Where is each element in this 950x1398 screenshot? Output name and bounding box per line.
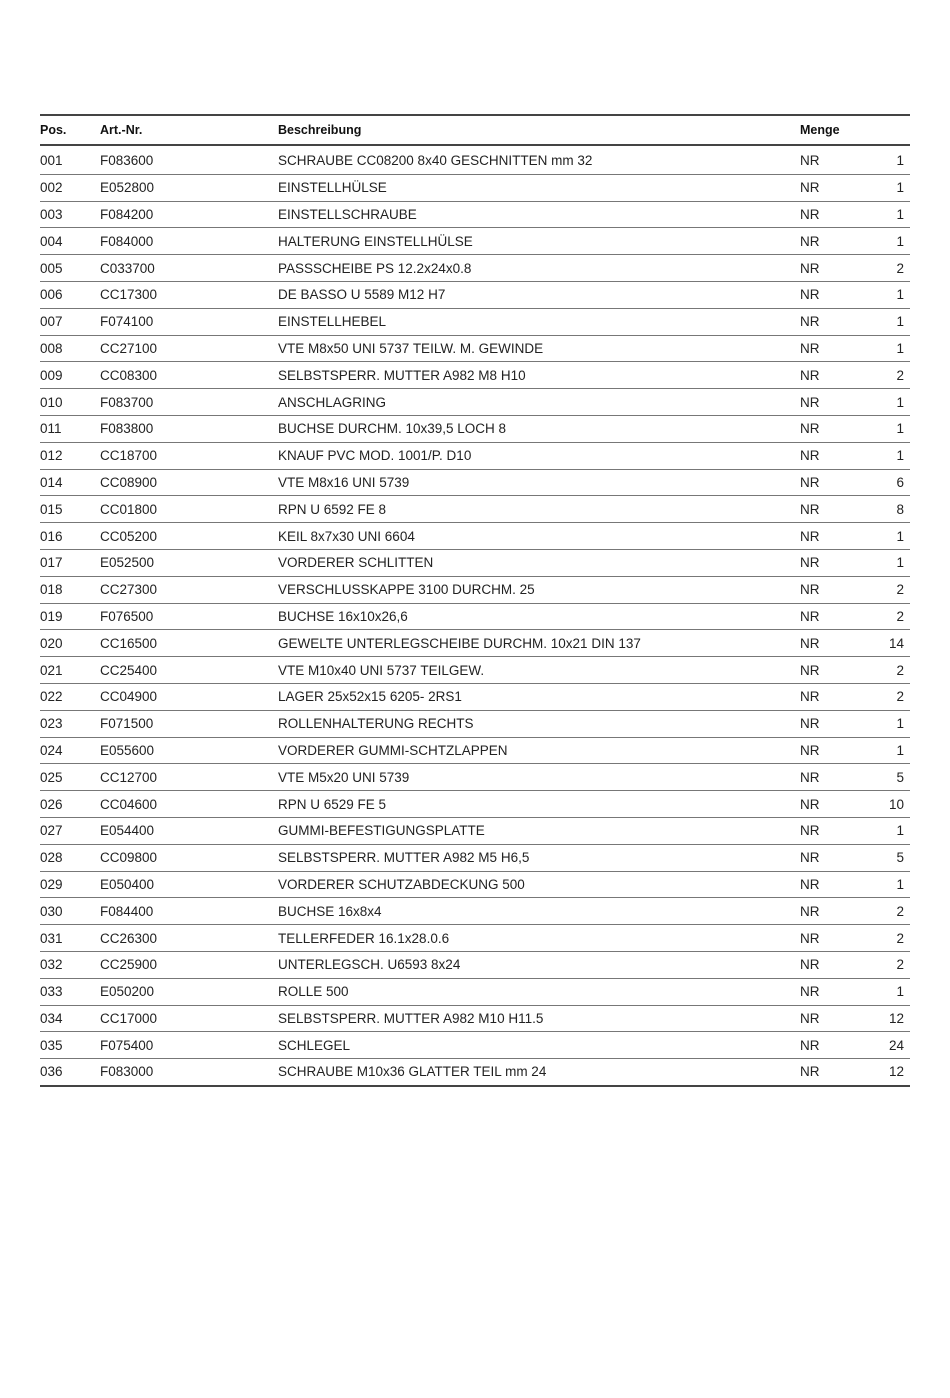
table-row — [40, 576, 910, 603]
cell-pos: 022 — [40, 683, 100, 710]
cell-unit: NR — [800, 951, 860, 978]
cell-pos: 010 — [40, 389, 100, 416]
cell-art-nr: CC08900 — [100, 469, 278, 496]
table-row — [40, 737, 910, 764]
cell-art-nr: E050200 — [100, 978, 278, 1005]
cell-description: VORDERER SCHUTZABDECKUNG 500 — [278, 871, 800, 898]
cell-unit: NR — [800, 308, 860, 335]
cell-pos: 034 — [40, 1005, 100, 1032]
cell-quantity: 1 — [860, 228, 910, 255]
cell-description: KEIL 8x7x30 UNI 6604 — [278, 523, 800, 550]
cell-description: LAGER 25x52x15 6205- 2RS1 — [278, 683, 800, 710]
cell-quantity: 2 — [860, 362, 910, 389]
cell-pos: 028 — [40, 844, 100, 871]
cell-quantity: 1 — [860, 442, 910, 469]
cell-art-nr: CC16500 — [100, 630, 278, 657]
table-row — [40, 362, 910, 389]
cell-pos: 025 — [40, 764, 100, 791]
table-row — [40, 630, 910, 657]
table-row — [40, 1005, 910, 1032]
table-row — [40, 683, 910, 710]
cell-quantity: 12 — [860, 1005, 910, 1032]
cell-pos: 029 — [40, 871, 100, 898]
cell-description: BUCHSE 16x8x4 — [278, 898, 800, 925]
cell-pos: 020 — [40, 630, 100, 657]
cell-unit: NR — [800, 871, 860, 898]
cell-unit: NR — [800, 817, 860, 844]
cell-unit: NR — [800, 657, 860, 684]
cell-pos: 023 — [40, 710, 100, 737]
cell-art-nr: F076500 — [100, 603, 278, 630]
table-row — [40, 978, 910, 1005]
cell-art-nr: F083000 — [100, 1059, 278, 1086]
cell-quantity: 12 — [860, 1059, 910, 1086]
cell-description: PASSSCHEIBE PS 12.2x24x0.8 — [278, 255, 800, 282]
cell-art-nr: F083700 — [100, 389, 278, 416]
cell-art-nr: E052500 — [100, 549, 278, 576]
cell-quantity: 1 — [860, 737, 910, 764]
cell-art-nr: E054400 — [100, 817, 278, 844]
cell-unit: NR — [800, 1032, 860, 1059]
cell-description: VORDERER SCHLITTEN — [278, 549, 800, 576]
cell-unit: NR — [800, 710, 860, 737]
cell-unit: NR — [800, 898, 860, 925]
header-menge: Menge — [800, 115, 910, 145]
cell-description: KNAUF PVC MOD. 1001/P. D10 — [278, 442, 800, 469]
cell-unit: NR — [800, 737, 860, 764]
cell-art-nr: F084400 — [100, 898, 278, 925]
cell-art-nr: CC09800 — [100, 844, 278, 871]
table-row — [40, 710, 910, 737]
cell-quantity: 1 — [860, 871, 910, 898]
cell-pos: 035 — [40, 1032, 100, 1059]
cell-description: TELLERFEDER 16.1x28.0.6 — [278, 925, 800, 952]
cell-quantity: 1 — [860, 174, 910, 201]
cell-pos: 021 — [40, 657, 100, 684]
cell-pos: 008 — [40, 335, 100, 362]
cell-description: ANSCHLAGRING — [278, 389, 800, 416]
cell-description: VERSCHLUSSKAPPE 3100 DURCHM. 25 — [278, 576, 800, 603]
table-header-row — [40, 115, 910, 145]
cell-art-nr: F074100 — [100, 308, 278, 335]
cell-quantity: 1 — [860, 523, 910, 550]
table-row — [40, 201, 910, 228]
table-row — [40, 308, 910, 335]
cell-description: VTE M5x20 UNI 5739 — [278, 764, 800, 791]
cell-pos: 014 — [40, 469, 100, 496]
cell-unit: NR — [800, 362, 860, 389]
cell-description: GUMMI-BEFESTIGUNGSPLATTE — [278, 817, 800, 844]
parts-list-table — [40, 114, 910, 1087]
cell-description: SELBSTSPERR. MUTTER A982 M5 H6,5 — [278, 844, 800, 871]
table-row — [40, 549, 910, 576]
cell-art-nr: F071500 — [100, 710, 278, 737]
cell-pos: 033 — [40, 978, 100, 1005]
cell-unit: NR — [800, 764, 860, 791]
cell-art-nr: CC17000 — [100, 1005, 278, 1032]
cell-quantity: 24 — [860, 1032, 910, 1059]
cell-art-nr: CC25400 — [100, 657, 278, 684]
table-row — [40, 389, 910, 416]
cell-quantity: 2 — [860, 683, 910, 710]
cell-quantity: 1 — [860, 145, 910, 174]
table-row — [40, 145, 910, 174]
cell-pos: 019 — [40, 603, 100, 630]
cell-unit: NR — [800, 145, 860, 174]
cell-unit: NR — [800, 978, 860, 1005]
cell-description: GEWELTE UNTERLEGSCHEIBE DURCHM. 10x21 DIN 137 — [278, 630, 800, 657]
cell-art-nr: E050400 — [100, 871, 278, 898]
cell-unit: NR — [800, 496, 860, 523]
cell-description: SELBSTSPERR. MUTTER A982 M10 H11.5 — [278, 1005, 800, 1032]
cell-unit: NR — [800, 389, 860, 416]
header-pos: Pos. — [40, 115, 100, 145]
cell-unit: NR — [800, 523, 860, 550]
table-row — [40, 1032, 910, 1059]
cell-description: DE BASSO U 5589 M12 H7 — [278, 281, 800, 308]
cell-description: BUCHSE DURCHM. 10x39,5 LOCH 8 — [278, 415, 800, 442]
cell-art-nr: CC04600 — [100, 791, 278, 818]
table-row — [40, 335, 910, 362]
cell-art-nr: E055600 — [100, 737, 278, 764]
cell-quantity: 14 — [860, 630, 910, 657]
cell-unit: NR — [800, 844, 860, 871]
cell-art-nr: CC25900 — [100, 951, 278, 978]
table-row — [40, 523, 910, 550]
table-row — [40, 255, 910, 282]
cell-description: RPN U 6592 FE 8 — [278, 496, 800, 523]
cell-art-nr: E052800 — [100, 174, 278, 201]
cell-pos: 006 — [40, 281, 100, 308]
cell-pos: 002 — [40, 174, 100, 201]
header-beschreibung: Beschreibung — [278, 115, 800, 145]
table-row — [40, 1059, 910, 1086]
cell-quantity: 10 — [860, 791, 910, 818]
cell-art-nr: CC04900 — [100, 683, 278, 710]
cell-quantity: 8 — [860, 496, 910, 523]
cell-pos: 001 — [40, 145, 100, 174]
cell-quantity: 1 — [860, 389, 910, 416]
cell-pos: 018 — [40, 576, 100, 603]
table-row — [40, 469, 910, 496]
cell-description: BUCHSE 16x10x26,6 — [278, 603, 800, 630]
cell-unit: NR — [800, 603, 860, 630]
cell-pos: 032 — [40, 951, 100, 978]
table-row — [40, 496, 910, 523]
cell-pos: 004 — [40, 228, 100, 255]
cell-quantity: 1 — [860, 978, 910, 1005]
cell-pos: 030 — [40, 898, 100, 925]
table-row — [40, 791, 910, 818]
cell-description: ROLLENHALTERUNG RECHTS — [278, 710, 800, 737]
cell-unit: NR — [800, 1005, 860, 1032]
cell-description: SCHRAUBE M10x36 GLATTER TEIL mm 24 — [278, 1059, 800, 1086]
cell-art-nr: CC08300 — [100, 362, 278, 389]
cell-pos: 003 — [40, 201, 100, 228]
cell-description: EINSTELLHÜLSE — [278, 174, 800, 201]
cell-quantity: 2 — [860, 898, 910, 925]
cell-quantity: 1 — [860, 335, 910, 362]
cell-quantity: 2 — [860, 925, 910, 952]
cell-unit: NR — [800, 442, 860, 469]
cell-quantity: 1 — [860, 281, 910, 308]
cell-quantity: 1 — [860, 549, 910, 576]
cell-pos: 026 — [40, 791, 100, 818]
table-row — [40, 764, 910, 791]
cell-unit: NR — [800, 228, 860, 255]
cell-quantity: 1 — [860, 201, 910, 228]
cell-pos: 007 — [40, 308, 100, 335]
cell-quantity: 2 — [860, 255, 910, 282]
cell-quantity: 2 — [860, 603, 910, 630]
cell-unit: NR — [800, 630, 860, 657]
table-row — [40, 871, 910, 898]
cell-unit: NR — [800, 576, 860, 603]
cell-pos: 012 — [40, 442, 100, 469]
cell-description: VTE M8x16 UNI 5739 — [278, 469, 800, 496]
cell-unit: NR — [800, 174, 860, 201]
cell-description: UNTERLEGSCH. U6593 8x24 — [278, 951, 800, 978]
cell-pos: 005 — [40, 255, 100, 282]
cell-pos: 031 — [40, 925, 100, 952]
cell-unit: NR — [800, 683, 860, 710]
cell-unit: NR — [800, 549, 860, 576]
cell-art-nr: F075400 — [100, 1032, 278, 1059]
cell-unit: NR — [800, 415, 860, 442]
cell-quantity: 1 — [860, 817, 910, 844]
cell-description: SCHLEGEL — [278, 1032, 800, 1059]
cell-description: RPN U 6529 FE 5 — [278, 791, 800, 818]
table-row — [40, 817, 910, 844]
cell-unit: NR — [800, 255, 860, 282]
cell-unit: NR — [800, 1059, 860, 1086]
cell-pos: 015 — [40, 496, 100, 523]
cell-unit: NR — [800, 335, 860, 362]
cell-quantity: 2 — [860, 576, 910, 603]
cell-description: SELBSTSPERR. MUTTER A982 M8 H10 — [278, 362, 800, 389]
table-row — [40, 925, 910, 952]
table-row — [40, 603, 910, 630]
table-row — [40, 228, 910, 255]
cell-quantity: 2 — [860, 951, 910, 978]
parts-table-body — [40, 145, 910, 1086]
cell-pos: 036 — [40, 1059, 100, 1086]
cell-description: EINSTELLHEBEL — [278, 308, 800, 335]
table-row — [40, 657, 910, 684]
cell-unit: NR — [800, 201, 860, 228]
cell-unit: NR — [800, 791, 860, 818]
cell-art-nr: F083600 — [100, 145, 278, 174]
cell-art-nr: F083800 — [100, 415, 278, 442]
table-row — [40, 898, 910, 925]
cell-art-nr: CC17300 — [100, 281, 278, 308]
cell-description: EINSTELLSCHRAUBE — [278, 201, 800, 228]
table-row — [40, 415, 910, 442]
cell-quantity: 5 — [860, 764, 910, 791]
cell-art-nr: CC05200 — [100, 523, 278, 550]
cell-description: VTE M8x50 UNI 5737 TEILW. M. GEWINDE — [278, 335, 800, 362]
cell-unit: NR — [800, 281, 860, 308]
cell-pos: 009 — [40, 362, 100, 389]
cell-description: HALTERUNG EINSTELLHÜLSE — [278, 228, 800, 255]
header-art-nr: Art.-Nr. — [100, 115, 278, 145]
cell-unit: NR — [800, 925, 860, 952]
cell-description: VTE M10x40 UNI 5737 TEILGEW. — [278, 657, 800, 684]
table-row — [40, 951, 910, 978]
cell-pos: 017 — [40, 549, 100, 576]
cell-art-nr: F084000 — [100, 228, 278, 255]
table-row — [40, 281, 910, 308]
cell-description: SCHRAUBE CC08200 8x40 GESCHNITTEN mm 32 — [278, 145, 800, 174]
cell-unit: NR — [800, 469, 860, 496]
cell-description: ROLLE 500 — [278, 978, 800, 1005]
cell-pos: 016 — [40, 523, 100, 550]
cell-pos: 027 — [40, 817, 100, 844]
cell-art-nr: CC12700 — [100, 764, 278, 791]
cell-quantity: 1 — [860, 415, 910, 442]
cell-art-nr: CC26300 — [100, 925, 278, 952]
cell-pos: 011 — [40, 415, 100, 442]
cell-description: VORDERER GUMMI-SCHTZLAPPEN — [278, 737, 800, 764]
table-row — [40, 442, 910, 469]
cell-art-nr: F084200 — [100, 201, 278, 228]
cell-art-nr: CC18700 — [100, 442, 278, 469]
cell-quantity: 6 — [860, 469, 910, 496]
cell-quantity: 5 — [860, 844, 910, 871]
cell-art-nr: CC01800 — [100, 496, 278, 523]
table-row — [40, 844, 910, 871]
cell-quantity: 2 — [860, 657, 910, 684]
cell-art-nr: CC27100 — [100, 335, 278, 362]
cell-quantity: 1 — [860, 710, 910, 737]
cell-quantity: 1 — [860, 308, 910, 335]
table-row — [40, 174, 910, 201]
cell-art-nr: CC27300 — [100, 576, 278, 603]
cell-pos: 024 — [40, 737, 100, 764]
cell-art-nr: C033700 — [100, 255, 278, 282]
